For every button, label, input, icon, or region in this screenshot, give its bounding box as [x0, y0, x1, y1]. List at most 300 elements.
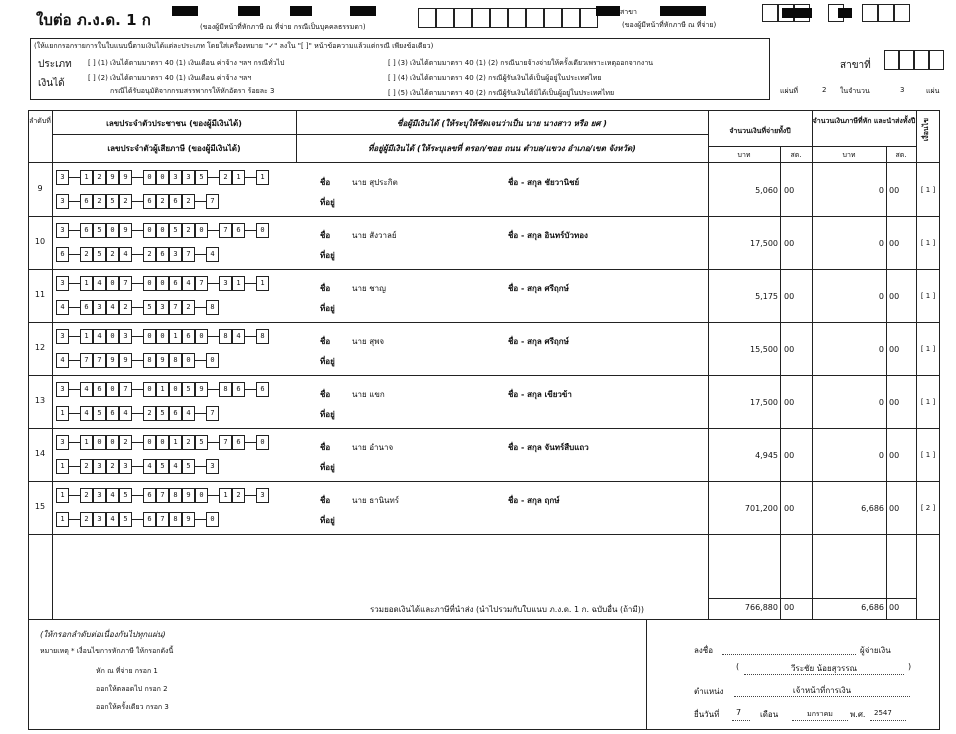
- citizen-id-digit: 2: [182, 223, 195, 238]
- sheet-number: 2: [822, 86, 827, 94]
- tax-id-digit: 2: [143, 406, 156, 421]
- payer-label: ผู้จ่ายเงิน: [860, 646, 891, 655]
- tax-id-digit: 6: [169, 406, 182, 421]
- citizen-id-boxes: [56, 488, 269, 503]
- total-amount: 766,880: [744, 603, 778, 612]
- condition-code: [ 1 ]: [920, 451, 936, 459]
- tax-satang-header: สต.: [895, 151, 907, 159]
- citizen-id-boxes: [56, 382, 269, 397]
- citizen-id-digit: 1: [256, 276, 269, 291]
- citizen-id-digit: 4: [93, 329, 106, 344]
- position-value: เจ้าหน้าที่การเงิน: [792, 686, 852, 695]
- tax-digit-box: [526, 8, 544, 28]
- branch-no-box: [899, 50, 914, 70]
- condition-1: หัก ณ ที่จ่าย กรอก 1: [96, 667, 158, 675]
- citizen-id-digit: 7: [119, 382, 132, 397]
- col-amount-header: จำนวนเงินที่จ่ายทั้งปี: [729, 127, 791, 135]
- sheet-label: แผ่นที่: [780, 87, 799, 95]
- col-id-header: เลขประจำตัวประชาชน (ของผู้มีเงินได้): [106, 119, 242, 128]
- citizen-id-digit: 0: [106, 382, 119, 397]
- citizen-id-digit: 1: [156, 382, 169, 397]
- amount-paid-satang: 00: [784, 398, 795, 407]
- citizen-id-boxes: [56, 223, 269, 238]
- citizen-id-digit: 9: [106, 170, 119, 185]
- tax-id-digit: 5: [156, 406, 169, 421]
- tax-withheld-satang: 00: [889, 239, 900, 248]
- tax-id-digit: 7: [206, 194, 219, 209]
- address-label: ที่อยู่: [320, 463, 335, 472]
- tax-id-digit: 7: [80, 353, 93, 368]
- citizen-id-digit: 3: [256, 488, 269, 503]
- tax-withheld-satang: 00: [889, 345, 900, 354]
- tax-id-digit: 3: [119, 459, 132, 474]
- citizen-id-digit: 6: [80, 223, 93, 238]
- redacted-mark: [290, 6, 312, 16]
- tax-id-digit: 7: [169, 300, 182, 315]
- row-seq: 11: [34, 290, 46, 299]
- citizen-id-digit: 0: [143, 276, 156, 291]
- signer-name: วีระชัย น้อยสุวรรณ: [790, 664, 858, 673]
- tax-digit-box: [472, 8, 490, 28]
- tax-id-digit: 5: [119, 512, 132, 527]
- tax-id-digit: 9: [119, 353, 132, 368]
- tax-id-digit: 5: [182, 459, 195, 474]
- citizen-id-digit: 7: [156, 488, 169, 503]
- tax-id-digit: 8: [206, 300, 219, 315]
- tax-withheld: 0: [878, 292, 884, 301]
- amount-paid: 5,060: [755, 186, 778, 195]
- citizen-id-digit: 7: [119, 276, 132, 291]
- citizen-id-digit: 7: [219, 435, 232, 450]
- col-condition-header: เงื่อนไข: [922, 118, 930, 142]
- condition-code: [ 1 ]: [920, 398, 936, 406]
- tax-id-digit: 4: [80, 406, 93, 421]
- citizen-id-digit: 3: [93, 488, 106, 503]
- col-seq-header: ลำดับที่: [29, 117, 51, 125]
- condition-code: [ 1 ]: [920, 186, 936, 194]
- citizen-id-digit: 4: [80, 382, 93, 397]
- tax-id-digit: 2: [182, 300, 195, 315]
- total-tax-satang: 00: [889, 603, 900, 612]
- citizen-id-boxes: [56, 276, 269, 291]
- payee-surname: ชื่อ - สกุล ศรีฤกษ์: [508, 337, 569, 346]
- citizen-id-digit: 8: [219, 329, 232, 344]
- citizen-id-digit: 0: [156, 329, 169, 344]
- tax-id-digit: 3: [93, 300, 106, 315]
- sheet-total: 3: [900, 86, 905, 94]
- citizen-id-digit: 0: [106, 223, 119, 238]
- total-tax: 6,686: [861, 603, 884, 612]
- citizen-id-digit: 0: [156, 435, 169, 450]
- tax-id-digit: 6: [80, 194, 93, 209]
- tax-id-digit: 0: [206, 353, 219, 368]
- condition-2: ออกให้ตลอดไป กรอก 2: [96, 685, 168, 693]
- branch-no-label: สาขาที่: [840, 60, 871, 71]
- fill-order-note: (ให้กรอกลำดับต่อเนื่องกันไปทุกแผ่น): [40, 630, 166, 639]
- year-label: พ.ศ.: [850, 710, 866, 719]
- redacted-mark: [350, 6, 376, 16]
- citizen-id-digit: 3: [56, 329, 69, 344]
- tax-id-digit: 7: [93, 353, 106, 368]
- citizen-id-digit: 6: [169, 276, 182, 291]
- citizen-id-digit: 4: [232, 329, 245, 344]
- tax-id-boxes: [56, 353, 219, 368]
- row-seq: 9: [37, 184, 43, 193]
- payee-name: นาย อำนาจ: [352, 443, 394, 452]
- payee-name: นาย สุประกิต: [352, 178, 398, 187]
- income-option-2[interactable]: [ ] (2) เงินได้ตามมาตรา 40 (1) เงินเดือน ค่าจ้าง ฯลฯ: [88, 74, 252, 82]
- date-year: 2547: [874, 709, 892, 717]
- tax-withheld: 0: [878, 186, 884, 195]
- address-label: ที่อยู่: [320, 304, 335, 313]
- amount-paid: 4,945: [755, 451, 778, 460]
- tax-digit-box: [418, 8, 436, 28]
- amount-paid: 15,500: [750, 345, 778, 354]
- citizen-id-digit: 2: [219, 170, 232, 185]
- branch-no-box: [914, 50, 929, 70]
- branch-no-box: [884, 50, 899, 70]
- tax-id-digit: 4: [106, 300, 119, 315]
- tax-id-boxes: [56, 247, 219, 262]
- tax-id-digit: 5: [143, 300, 156, 315]
- citizen-id-digit: 6: [232, 435, 245, 450]
- citizen-id-digit: 5: [119, 488, 132, 503]
- tax-id-digit: 2: [106, 459, 119, 474]
- citizen-id-digit: 6: [232, 223, 245, 238]
- tax-withheld-satang: 00: [889, 398, 900, 407]
- row-seq: 15: [34, 502, 46, 511]
- amount-baht-header: บาท: [737, 151, 751, 159]
- name-label: ชื่อ: [320, 284, 331, 293]
- citizen-id-digit: 3: [56, 435, 69, 450]
- tax-id-digit: 4: [119, 406, 132, 421]
- tax-id-digit: 4: [169, 459, 182, 474]
- citizen-id-digit: 0: [195, 329, 208, 344]
- payee-name: นาย แขก: [352, 390, 385, 399]
- tax-id-digit: 2: [106, 247, 119, 262]
- condition-note: หมายเหตุ * เงื่อนไขการหักภาษี ให้กรอกดังนี้: [40, 647, 174, 655]
- amount-paid-satang: 00: [784, 292, 795, 301]
- citizen-id-digit: 0: [169, 382, 182, 397]
- address-label: ที่อยู่: [320, 198, 335, 207]
- citizen-id-digit: 3: [56, 276, 69, 291]
- citizen-id-digit: 3: [169, 170, 182, 185]
- tax-withheld-satang: 00: [889, 186, 900, 195]
- tax-id-digit: 8: [169, 353, 182, 368]
- citizen-id-digit: 1: [56, 488, 69, 503]
- branch-digit-box: [862, 4, 878, 22]
- tax-id-digit: 3: [156, 300, 169, 315]
- tax-id-digit: 9: [182, 512, 195, 527]
- tax-id-digit: 1: [56, 406, 69, 421]
- citizen-id-digit: 0: [93, 435, 106, 450]
- redacted-mark: [238, 6, 260, 16]
- signer-name-line: [744, 674, 904, 675]
- citizen-id-digit: 3: [56, 170, 69, 185]
- citizen-id-digit: 0: [106, 329, 119, 344]
- date-month: มกราคม: [807, 710, 833, 718]
- citizen-id-digit: 6: [143, 488, 156, 503]
- income-type-label-1: ประเภท: [38, 59, 72, 70]
- condition-code: [ 2 ]: [920, 504, 936, 512]
- tax-id-digit: 6: [143, 512, 156, 527]
- tax-id-digit: 7: [206, 406, 219, 421]
- citizen-id-digit: 0: [143, 329, 156, 344]
- citizen-id-digit: 4: [106, 488, 119, 503]
- citizen-id-digit: 8: [169, 488, 182, 503]
- tax-id-boxes: [56, 512, 219, 527]
- income-option-4[interactable]: [ ] (4) เงินได้ตามมาตรา 40 (2) กรณีผู้รับเงินได้เป็นผู้อยู่ในประเทศไทย: [388, 74, 602, 82]
- tax-id-digit: 4: [56, 353, 69, 368]
- citizen-id-digit: 5: [195, 435, 208, 450]
- payee-name: นาย สุพจ: [352, 337, 385, 346]
- condition-3: ออกให้ครั้งเดียว กรอก 3: [96, 703, 169, 711]
- citizen-id-digit: 9: [195, 382, 208, 397]
- tax-digit-box: [562, 8, 580, 28]
- payee-surname: ชื่อ - สกุล จันทร์สืบแถว: [508, 443, 589, 452]
- citizen-id-digit: 0: [195, 488, 208, 503]
- citizen-id-digit: 0: [256, 223, 269, 238]
- tax-id-digit: 1: [56, 459, 69, 474]
- tax-id-digit: 2: [80, 512, 93, 527]
- citizen-id-digit: 3: [56, 382, 69, 397]
- tax-id-digit: 2: [80, 459, 93, 474]
- tax-id-digit: 9: [106, 353, 119, 368]
- payer-tax-note: (ของผู้มีหน้าที่หักภาษี ณ ที่จ่าย กรณีเป็นบุคคลธรรมดา): [200, 23, 366, 31]
- citizen-id-digit: 0: [256, 435, 269, 450]
- tax-id-digit: 5: [156, 459, 169, 474]
- payee-name: นาย ชาญ: [352, 284, 386, 293]
- amount-satang-header: สต.: [790, 151, 802, 159]
- citizen-id-digit: 3: [56, 223, 69, 238]
- row-seq: 13: [34, 396, 46, 405]
- tax-id-digit: 2: [182, 194, 195, 209]
- citizen-id-digit: 6: [256, 382, 269, 397]
- address-label: ที่อยู่: [320, 516, 335, 525]
- citizen-id-digit: 1: [80, 329, 93, 344]
- tax-id-digit: 4: [143, 459, 156, 474]
- tax-id-digit: 4: [206, 247, 219, 262]
- tax-id-digit: 8: [143, 353, 156, 368]
- tax-id-digit: 3: [93, 459, 106, 474]
- position-line: [734, 696, 910, 697]
- tax-digit-box: [454, 8, 472, 28]
- citizen-id-digit: 1: [80, 276, 93, 291]
- citizen-id-digit: 1: [80, 170, 93, 185]
- citizen-id-boxes: [56, 435, 269, 450]
- citizen-id-digit: 9: [182, 488, 195, 503]
- condition-code: [ 1 ]: [920, 239, 936, 247]
- name-label: ชื่อ: [320, 443, 331, 452]
- tax-id-digit: 2: [156, 194, 169, 209]
- citizen-id-digit: 9: [119, 170, 132, 185]
- citizen-id-digit: 1: [219, 488, 232, 503]
- citizen-id-digit: 2: [119, 435, 132, 450]
- citizen-id-digit: 2: [182, 435, 195, 450]
- citizen-id-digit: 1: [232, 276, 245, 291]
- sheet-of-label: ในจำนวน: [840, 87, 870, 95]
- name-label: ชื่อ: [320, 496, 331, 505]
- tax-withheld-satang: 00: [889, 292, 900, 301]
- date-day: 7: [736, 708, 742, 717]
- tax-digit-box: [490, 8, 508, 28]
- citizen-id-digit: 6: [182, 329, 195, 344]
- name-label: ชื่อ: [320, 390, 331, 399]
- citizen-id-digit: 2: [93, 170, 106, 185]
- citizen-id-digit: 3: [182, 170, 195, 185]
- citizen-id-digit: 4: [93, 276, 106, 291]
- redacted-mark: [782, 8, 812, 18]
- tax-id-digit: 2: [119, 300, 132, 315]
- citizen-id-digit: 0: [156, 223, 169, 238]
- payee-surname: ชื่อ - สกุล ศรีฤกษ์: [508, 284, 569, 293]
- branch-no-boxes: [884, 50, 944, 70]
- tax-id-digit: 5: [106, 194, 119, 209]
- amount-paid-satang: 00: [784, 345, 795, 354]
- citizen-id-digit: 1: [169, 435, 182, 450]
- tax-id-digit: 6: [106, 406, 119, 421]
- income-option-3[interactable]: [ ] (3) เงินได้ตามมาตรา 40 (1) (2) กรณีนายจ้างจ่ายให้ครั้งเดียวเพราะเหตุออกจากงาน: [388, 59, 654, 67]
- amount-paid: 17,500: [750, 239, 778, 248]
- citizen-id-digit: 1: [80, 435, 93, 450]
- tax-digit-box: [544, 8, 562, 28]
- tax-withheld: 0: [878, 451, 884, 460]
- branch-digit-box: [878, 4, 894, 22]
- citizen-id-digit: 0: [143, 223, 156, 238]
- citizen-id-digit: 8: [256, 329, 269, 344]
- branch-no-box: [929, 50, 944, 70]
- tax-id-digit: 3: [56, 194, 69, 209]
- tax-id-digit: 4: [119, 247, 132, 262]
- payer-tax-id-boxes: [418, 8, 598, 28]
- citizen-id-digit: 4: [182, 276, 195, 291]
- payee-surname: ชื่อ - สกุล ชัยวานิชย์: [508, 178, 580, 187]
- citizen-id-digit: 0: [195, 223, 208, 238]
- tax-id-digit: 3: [93, 512, 106, 527]
- payee-surname: ชื่อ - สกุล ฤกษ์: [508, 496, 560, 505]
- row-seq: 14: [34, 449, 46, 458]
- tax-digit-box: [436, 8, 454, 28]
- condition-code: [ 1 ]: [920, 292, 936, 300]
- citizen-id-digit: 8: [219, 382, 232, 397]
- tax-id-digit: 3: [206, 459, 219, 474]
- tax-id-digit: 5: [93, 247, 106, 262]
- tax-baht-header: บาท: [842, 151, 856, 159]
- total-amount-satang: 00: [784, 603, 795, 612]
- tax-digit-box: [508, 8, 526, 28]
- income-type-instruction: (ให้แยกกรอกรายการในใบแนบนี้ตามเงินได้แต่ละประเภท โดยใส่เครื่องหมาย "✓" ลงใน "[ ]" หน้าข้อความแล้วแต่กรณี เพียงข้อเดียว): [34, 42, 434, 50]
- citizen-id-digit: 2: [80, 488, 93, 503]
- citizen-id-digit: 7: [195, 276, 208, 291]
- amount-paid-satang: 00: [784, 186, 795, 195]
- tax-id-digit: 4: [56, 300, 69, 315]
- tax-id-digit: 8: [169, 512, 182, 527]
- name-label: ชื่อ: [320, 178, 331, 187]
- citizen-id-digit: 9: [119, 223, 132, 238]
- tax-withheld-satang: 00: [889, 451, 900, 460]
- tax-id-digit: 2: [143, 247, 156, 262]
- branch-digit-box: [762, 4, 778, 22]
- tax-id-digit: 2: [93, 194, 106, 209]
- tax-withheld: 0: [878, 239, 884, 248]
- tax-id-digit: 0: [206, 512, 219, 527]
- citizen-id-digit: 1: [256, 170, 269, 185]
- citizen-id-digit: 6: [232, 382, 245, 397]
- amount-paid-satang: 00: [784, 504, 795, 513]
- tax-id-digit: 6: [169, 194, 182, 209]
- form-title: ใบต่อ ภ.ง.ด. 1 ก: [36, 11, 151, 29]
- branch-digit-box: [894, 4, 910, 22]
- col-tax-id-header: เลขประจำตัวผู้เสียภาษี (ของผู้มีเงินได้): [107, 144, 241, 153]
- citizen-id-digit: 0: [143, 382, 156, 397]
- redacted-mark: [838, 8, 852, 18]
- sheet-unit: แผ่น: [926, 87, 940, 95]
- tax-id-digit: 4: [182, 406, 195, 421]
- amount-paid: 17,500: [750, 398, 778, 407]
- citizen-id-digit: 5: [93, 223, 106, 238]
- citizen-id-digit: 2: [232, 488, 245, 503]
- citizen-id-digit: 5: [182, 382, 195, 397]
- tax-id-boxes: [56, 406, 219, 421]
- month-label: เดือน: [760, 710, 779, 719]
- name-label: ชื่อ: [320, 337, 331, 346]
- position-label: ตำแหน่ง: [694, 687, 724, 696]
- payee-surname: ชื่อ - สกุล อินทร์บัวทอง: [508, 231, 588, 240]
- branch-label: สาขา: [620, 8, 637, 16]
- redacted-mark: [172, 6, 198, 16]
- citizen-id-boxes: [56, 170, 269, 185]
- amount-paid: 5,175: [755, 292, 778, 301]
- redacted-mark: [660, 6, 706, 16]
- citizen-id-boxes: [56, 329, 269, 344]
- income-option-2-cont: กรณีได้รับอนุมัติจากกรมสรรพากรให้หักอัตรา ร้อยละ 3: [110, 87, 275, 95]
- tax-id-digit: 4: [106, 512, 119, 527]
- citizen-id-digit: 6: [93, 382, 106, 397]
- payee-name: นาย สังวาลย์: [352, 231, 397, 240]
- payee-surname: ชื่อ - สกุล เขียวข้า: [508, 390, 572, 399]
- income-option-5[interactable]: [ ] (5) เงินได้ตามมาตรา 40 (2) กรณีผู้รับเงินได้มิได้เป็นผู้อยู่ในประเทศไทย: [388, 89, 615, 97]
- citizen-id-digit: 0: [143, 435, 156, 450]
- amount-paid: 701,200: [744, 504, 778, 513]
- citizen-id-digit: 0: [106, 276, 119, 291]
- tax-withheld: 0: [878, 398, 884, 407]
- tax-id-digit: 9: [156, 353, 169, 368]
- name-label: ชื่อ: [320, 231, 331, 240]
- signature-line[interactable]: [722, 654, 856, 655]
- citizen-id-digit: 0: [106, 435, 119, 450]
- tax-id-digit: 7: [156, 512, 169, 527]
- tax-id-digit: 6: [156, 247, 169, 262]
- branch-note: (ของผู้มีหน้าที่หักภาษี ณ ที่จ่าย): [622, 21, 717, 29]
- col-address-header: ที่อยู่ผู้มีเงินได้ (ให้ระบุเลขที่ ตรอก/ซอย ถนน ตำบล/แขวง อำเภอ/เขต จังหวัด): [368, 144, 636, 153]
- tax-withheld-satang: 00: [889, 504, 900, 513]
- citizen-id-digit: 0: [156, 170, 169, 185]
- col-name-header: ชื่อผู้มีเงินได้ (ให้ระบุให้ชัดเจนว่าเป็น นาย นางสาว หรือ ยศ ): [397, 119, 607, 128]
- citizen-id-digit: 0: [143, 170, 156, 185]
- citizen-id-digit: 1: [169, 329, 182, 344]
- col-tax-header: จำนวนเงินภาษีที่หัก และนำส่งทั้งปี: [812, 117, 916, 125]
- tax-id-boxes: [56, 459, 219, 474]
- condition-code: [ 1 ]: [920, 345, 936, 353]
- address-label: ที่อยู่: [320, 410, 335, 419]
- redacted-mark: [596, 6, 620, 16]
- tax-id-digit: 7: [182, 247, 195, 262]
- payee-name: นาย ธานินทร์: [352, 496, 400, 505]
- tax-id-boxes: [56, 300, 219, 315]
- income-option-1[interactable]: [ ] (1) เงินได้ตามมาตรา 40 (1) เงินเดือน ค่าจ้าง ฯลฯ กรณีทั่วไป: [88, 59, 285, 67]
- citizen-id-digit: 7: [219, 223, 232, 238]
- tax-id-digit: 6: [56, 247, 69, 262]
